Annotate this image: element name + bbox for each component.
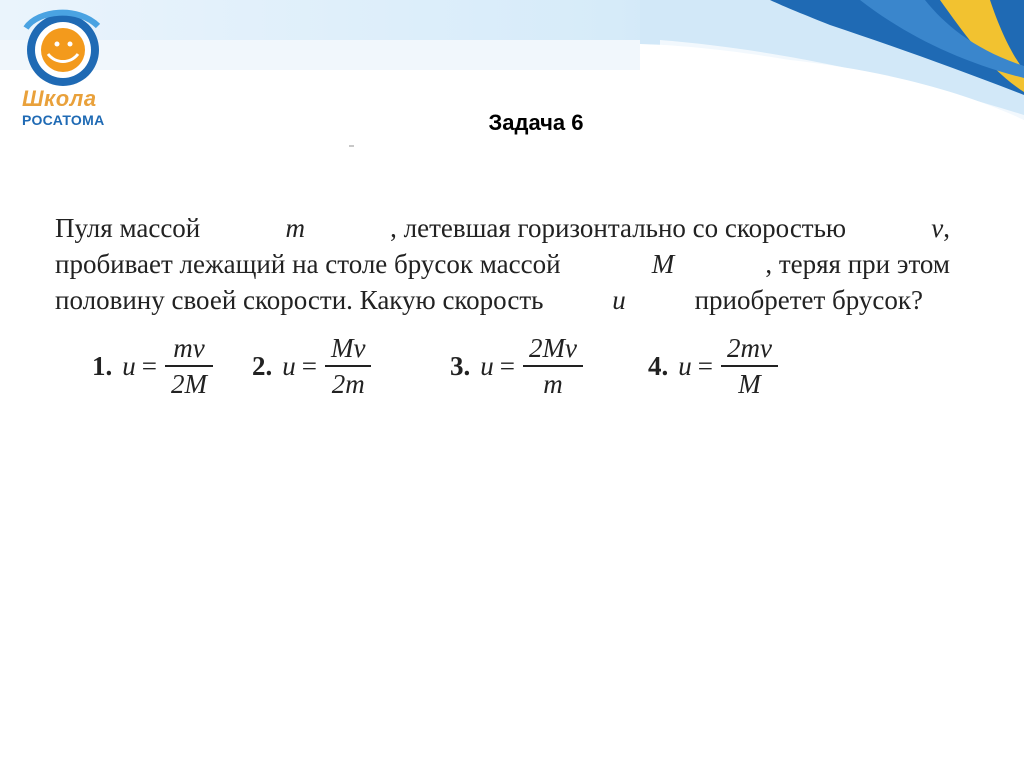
- fraction-numerator: 2Mv: [528, 333, 577, 364]
- answer-fraction: [165, 331, 213, 401]
- answer-option-3: [450, 328, 583, 404]
- problem-text: ,: [943, 213, 950, 243]
- problem-text: , теряя при этом: [765, 249, 950, 279]
- fraction-numerator: mv: [173, 333, 205, 364]
- title-underline-mark: [349, 145, 354, 147]
- problem-line-1: [55, 210, 950, 246]
- answer-variable: u: [282, 350, 296, 381]
- fraction-denominator: M: [738, 368, 761, 399]
- problem-text: приобретет брусок?: [694, 285, 923, 315]
- velocity-v-symbol: v: [931, 213, 944, 243]
- problem-text: половину своей скорости. Какую скорость: [55, 285, 544, 315]
- problem-line-2: [55, 246, 950, 282]
- answer-number: 1.: [92, 350, 113, 381]
- mass-m-symbol: m: [285, 213, 305, 243]
- logo-text-rosatom: РОСАТОМА: [22, 112, 105, 128]
- answer-fraction: [721, 331, 778, 401]
- equals-sign: =: [697, 350, 713, 381]
- answer-variable: u: [480, 350, 494, 381]
- problem-text: пробивает лежащий на столе брусок массой: [55, 249, 561, 279]
- equals-sign: =: [499, 350, 515, 381]
- answer-fraction: [325, 331, 371, 401]
- fraction-numerator: Mv: [330, 333, 366, 364]
- logo-emblem-icon: [18, 8, 108, 88]
- speed-u-symbol: u: [612, 285, 626, 315]
- answer-number: 2.: [252, 350, 273, 381]
- problem-text: , летевшая горизонтально со скоростью: [390, 213, 847, 243]
- answer-number: 3.: [450, 350, 471, 381]
- answer-variable: u: [122, 350, 136, 381]
- answer-variable: u: [678, 350, 692, 381]
- header-decoration: [0, 0, 1024, 120]
- problem-text: Пуля массой: [55, 213, 201, 243]
- equals-sign: =: [301, 350, 317, 381]
- slide-title-text: Задача 6: [488, 110, 584, 135]
- answer-option-4: [648, 328, 778, 404]
- answer-option-2: [252, 328, 371, 404]
- problem-statement: [55, 210, 950, 318]
- problem-line-3: [55, 282, 923, 318]
- answer-option-1: [92, 328, 213, 404]
- answer-fraction: [523, 331, 583, 401]
- slide-title: [0, 110, 1024, 136]
- fraction-denominator: 2m: [331, 368, 365, 399]
- answer-options: [92, 328, 812, 404]
- logo-text-school: Школа: [22, 86, 97, 111]
- fraction-denominator: m: [543, 368, 563, 399]
- equals-sign: =: [141, 350, 157, 381]
- wave-decoration: [0, 0, 1024, 120]
- fraction-numerator: 2mv: [726, 333, 772, 364]
- fraction-denominator: 2M: [170, 368, 207, 399]
- mass-M-symbol: M: [651, 249, 675, 279]
- answer-number: 4.: [648, 350, 669, 381]
